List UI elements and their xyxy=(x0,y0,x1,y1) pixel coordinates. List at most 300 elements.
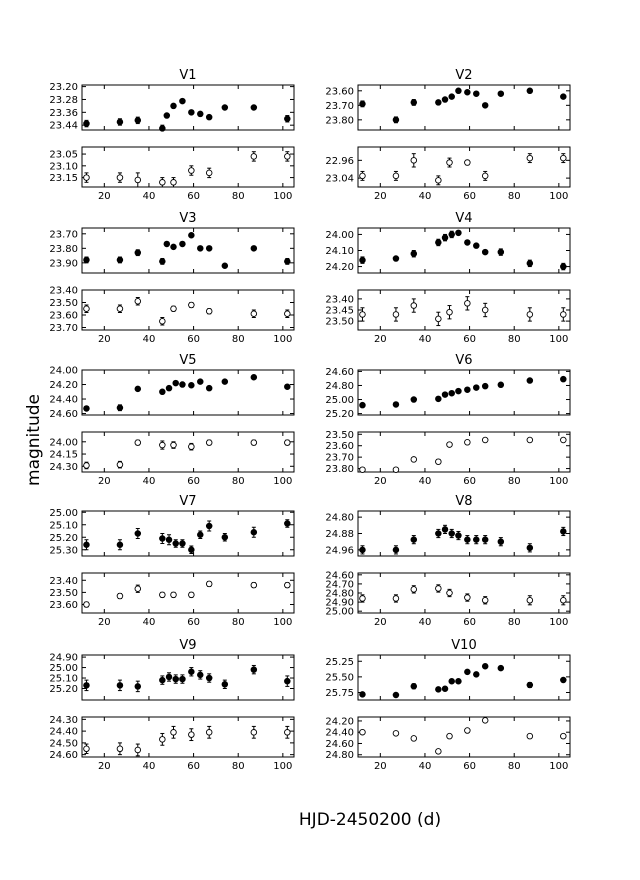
v10-upper-point xyxy=(360,692,366,698)
v6-upper-point xyxy=(442,392,448,398)
v3-lower-point xyxy=(206,308,212,314)
v8-lower-point xyxy=(447,590,453,596)
v7-upper-ytick-label: 25.30 xyxy=(49,545,78,557)
v5-lower-xtick-label: 80 xyxy=(231,476,245,487)
v4-upper-point xyxy=(473,243,479,249)
v9-upper-point xyxy=(84,683,90,689)
v2-lower-point xyxy=(393,173,399,179)
v1-lower-ytick-label: 23.05 xyxy=(49,149,78,161)
v8-upper-point xyxy=(482,537,488,543)
panel-title-v9: V9 xyxy=(179,638,197,653)
v6-upper-ytick-label: 24.60 xyxy=(325,366,354,378)
v6-upper-point xyxy=(465,387,471,393)
v10-lower-xtick-label: 100 xyxy=(549,761,569,772)
v2-upper-point xyxy=(456,88,462,94)
v10-upper-point xyxy=(473,672,479,678)
v9-lower-xtick-label: 60 xyxy=(187,761,200,772)
v7-upper-point xyxy=(197,532,203,538)
v5-upper-ytick-label: 24.40 xyxy=(49,394,78,406)
v6-upper-point xyxy=(456,388,462,394)
v8-lower-ytick-label: 24.70 xyxy=(325,579,354,591)
v3-lower-point xyxy=(135,298,141,304)
v5-lower-point xyxy=(285,440,291,446)
v10-lower-point xyxy=(465,728,471,734)
v6-lower-point xyxy=(465,439,471,445)
v9-upper-point xyxy=(251,667,257,673)
v7-upper-point xyxy=(160,536,166,542)
v7-lower-xtick-label: 60 xyxy=(187,617,200,628)
v3-lower-point xyxy=(117,306,123,312)
v3-upper-point xyxy=(285,259,291,265)
v3-upper-point xyxy=(160,259,166,265)
v9-upper-point xyxy=(173,676,179,682)
v9-lower-xtick-label: 20 xyxy=(97,761,111,772)
v6-lower-frame xyxy=(358,432,570,472)
v10-lower-ytick-label: 24.80 xyxy=(325,750,354,762)
v3-lower-point xyxy=(285,311,291,317)
v3-upper-ytick-label: 23.90 xyxy=(49,258,78,270)
v1-upper-point xyxy=(84,121,90,127)
panel-title-v5: V5 xyxy=(179,353,197,368)
v7-upper-point xyxy=(222,534,228,540)
v7-upper-point xyxy=(206,523,212,529)
v8-upper-point xyxy=(449,531,455,537)
v10-lower-point xyxy=(561,733,567,739)
v9-lower-point xyxy=(251,729,257,735)
v2-lower-xtick-label: 80 xyxy=(507,191,521,202)
v3-upper-point xyxy=(197,246,203,252)
v8-upper-point xyxy=(393,547,399,553)
v1-lower-point xyxy=(135,177,141,183)
v3-upper-point xyxy=(164,241,170,247)
v2-lower-point xyxy=(561,155,567,161)
v4-upper-point xyxy=(393,256,399,262)
v6-upper-point xyxy=(527,378,533,384)
v3-upper-point xyxy=(135,250,141,256)
v3-upper-frame xyxy=(82,228,294,273)
v10-lower-xtick-label: 20 xyxy=(373,761,387,772)
v2-lower-point xyxy=(465,160,471,166)
v9-lower-frame xyxy=(82,717,294,757)
v3-upper-point xyxy=(84,257,90,263)
v5-upper-point xyxy=(189,382,195,388)
v7-upper-point xyxy=(180,541,186,547)
v10-lower-ytick-label: 24.20 xyxy=(325,716,354,728)
v5-lower-point xyxy=(117,462,123,468)
v10-upper-point xyxy=(482,663,488,669)
v1-upper-point xyxy=(135,118,141,124)
v3-upper-point xyxy=(251,246,257,252)
v7-lower-point xyxy=(160,592,166,598)
v4-lower-frame xyxy=(358,290,570,330)
v4-upper-ytick-label: 24.10 xyxy=(325,246,354,257)
v7-lower-point xyxy=(135,586,141,592)
v3-lower-ytick-label: 23.50 xyxy=(49,298,78,309)
v10-upper-ytick-label: 25.25 xyxy=(325,656,354,668)
v8-upper-point xyxy=(436,531,442,537)
v5-lower-ytick-label: 24.00 xyxy=(49,437,78,449)
v5-upper-point xyxy=(173,380,179,386)
v5-lower-point xyxy=(206,440,212,446)
v3-lower-xtick-label: 60 xyxy=(187,334,200,345)
v6-upper-point xyxy=(449,390,455,396)
v9-upper-ytick-label: 24.90 xyxy=(49,652,78,664)
v7-lower-ytick-label: 23.60 xyxy=(49,600,78,612)
v5-lower-point xyxy=(160,442,166,448)
v10-upper-ytick-label: 25.50 xyxy=(325,672,354,684)
v1-upper-point xyxy=(251,105,257,111)
v9-upper-point xyxy=(222,682,228,688)
v5-upper-frame xyxy=(82,370,294,415)
v6-upper-point xyxy=(482,383,488,389)
v9-lower-point xyxy=(117,746,123,752)
v5-lower-point xyxy=(189,444,195,450)
v2-lower-xtick-label: 100 xyxy=(549,191,569,202)
v2-upper-point xyxy=(393,117,399,123)
v10-lower-frame xyxy=(358,717,570,757)
v3-lower-point xyxy=(189,302,195,308)
v3-lower-xtick-label: 40 xyxy=(142,334,156,345)
v9-lower-xtick-label: 40 xyxy=(142,761,156,772)
v4-upper-ytick-label: 24.00 xyxy=(325,229,354,241)
v9-lower-point xyxy=(171,729,177,735)
v8-lower-point xyxy=(411,587,417,593)
v8-lower-xtick-label: 80 xyxy=(507,617,521,628)
v9-upper-ytick-label: 25.10 xyxy=(49,673,78,685)
v4-lower-xtick-label: 20 xyxy=(373,334,387,345)
v8-lower-xtick-label: 100 xyxy=(549,617,569,628)
panel-title-v8: V8 xyxy=(455,494,473,509)
v4-upper-point xyxy=(436,240,442,246)
v6-upper-ytick-label: 25.20 xyxy=(325,409,354,421)
v2-upper-ytick-label: 23.70 xyxy=(325,100,354,112)
v5-lower-ytick-label: 24.15 xyxy=(49,449,78,461)
v6-lower-xtick-label: 100 xyxy=(549,476,569,487)
v10-lower-point xyxy=(527,733,533,739)
v8-upper-point xyxy=(527,545,533,551)
v4-lower-xtick-label: 100 xyxy=(549,334,569,345)
x-axis-label: HJD-2450200 (d) xyxy=(298,810,442,830)
v4-lower-point xyxy=(465,301,471,307)
v7-upper-point xyxy=(173,541,179,547)
v3-lower-ytick-label: 23.60 xyxy=(49,310,78,322)
v4-lower-xtick-label: 80 xyxy=(507,334,521,345)
v1-upper-ytick-label: 23.20 xyxy=(49,82,78,94)
panel-title-v3: V3 xyxy=(179,211,197,226)
v4-lower-point xyxy=(436,316,442,322)
v7-lower-point xyxy=(206,581,212,587)
v5-lower-xtick-label: 40 xyxy=(142,476,156,487)
panel-title-v7: V7 xyxy=(179,494,197,509)
v2-lower-point xyxy=(482,173,488,179)
v5-lower-point xyxy=(251,440,257,446)
v5-upper-ytick-label: 24.60 xyxy=(49,409,78,421)
v8-lower-point xyxy=(527,597,533,603)
v2-upper-point xyxy=(482,103,488,109)
v10-lower-ytick-label: 24.60 xyxy=(325,738,354,750)
v9-upper-point xyxy=(135,684,141,690)
v2-upper-point xyxy=(436,100,442,106)
v10-upper-point xyxy=(393,692,399,698)
v4-lower-point xyxy=(393,312,399,318)
v7-lower-point xyxy=(171,592,177,598)
v9-lower-ytick-label: 24.30 xyxy=(49,714,78,726)
v2-upper-point xyxy=(411,100,417,106)
v1-upper-ytick-label: 23.36 xyxy=(49,107,78,119)
v4-upper-point xyxy=(498,249,504,255)
v9-lower-point xyxy=(206,729,212,735)
v2-upper-point xyxy=(442,97,448,103)
v2-upper-ytick-label: 23.60 xyxy=(325,86,354,98)
v1-lower-xtick-label: 40 xyxy=(142,191,156,202)
v1-upper-point xyxy=(206,114,212,120)
v1-lower-point xyxy=(251,154,257,160)
v10-upper-point xyxy=(449,678,455,684)
v2-lower-ytick-label: 22.96 xyxy=(325,155,354,167)
v9-lower-ytick-label: 24.40 xyxy=(49,726,78,738)
v5-upper-point xyxy=(251,374,257,380)
v4-lower-ytick-label: 23.45 xyxy=(325,305,354,317)
v8-lower-xtick-label: 20 xyxy=(373,617,387,628)
v8-upper-point xyxy=(465,537,471,543)
v8-upper-frame xyxy=(358,511,570,556)
v6-upper-ytick-label: 24.80 xyxy=(325,380,354,392)
v10-upper-point xyxy=(527,682,533,688)
v6-lower-point xyxy=(527,437,533,443)
v1-upper-point xyxy=(164,113,170,119)
v9-upper-point xyxy=(206,675,212,681)
v5-upper-point xyxy=(197,379,203,385)
v7-lower-frame xyxy=(82,573,294,613)
v7-lower-point xyxy=(117,593,123,599)
v1-lower-point xyxy=(206,170,212,176)
v7-upper-point xyxy=(166,537,172,543)
v3-upper-ytick-label: 23.80 xyxy=(49,243,78,255)
v4-upper-point xyxy=(360,257,366,263)
v4-upper-point xyxy=(442,235,448,241)
v9-upper-point xyxy=(160,677,166,683)
v10-upper-point xyxy=(442,686,448,692)
v1-upper-point xyxy=(171,103,177,109)
v9-upper-point xyxy=(180,676,186,682)
v9-lower-ytick-label: 24.60 xyxy=(49,750,78,762)
v6-lower-ytick-label: 23.60 xyxy=(325,441,354,453)
v6-upper-point xyxy=(473,385,479,391)
v2-upper-point xyxy=(360,101,366,107)
v7-upper-point xyxy=(285,521,291,527)
v1-lower-point xyxy=(285,154,291,160)
v8-lower-xtick-label: 60 xyxy=(463,617,476,628)
v6-lower-ytick-label: 23.50 xyxy=(325,429,354,441)
v5-upper-ytick-label: 24.00 xyxy=(49,365,78,377)
v5-upper-ytick-label: 24.20 xyxy=(49,380,78,392)
v2-upper-ytick-label: 23.80 xyxy=(325,115,354,127)
v7-upper-point xyxy=(84,542,90,548)
v4-lower-point xyxy=(527,312,533,318)
v1-upper-point xyxy=(180,98,186,104)
v8-lower-point xyxy=(436,586,442,592)
v8-lower-point xyxy=(482,597,488,603)
v1-lower-point xyxy=(117,175,123,181)
v1-upper-frame xyxy=(82,85,294,130)
v9-upper-point xyxy=(285,678,291,684)
v2-lower-point xyxy=(411,158,417,164)
v4-lower-point xyxy=(360,312,366,318)
panel-title-v2: V2 xyxy=(455,68,473,83)
v2-upper-point xyxy=(473,91,479,97)
v7-upper-ytick-label: 25.00 xyxy=(49,507,78,519)
v5-lower-ytick-label: 24.30 xyxy=(49,461,78,473)
v8-lower-point xyxy=(360,596,366,602)
v6-upper-point xyxy=(393,402,399,408)
v1-lower-ytick-label: 23.10 xyxy=(49,161,78,173)
v6-lower-point xyxy=(482,437,488,443)
v7-lower-point xyxy=(189,592,195,598)
v2-lower-ytick-label: 23.04 xyxy=(325,173,354,185)
v4-upper-frame xyxy=(358,228,570,273)
v7-upper-ytick-label: 25.10 xyxy=(49,520,78,532)
v5-upper-point xyxy=(180,382,186,388)
v3-upper-point xyxy=(206,246,212,252)
v1-upper-ytick-label: 23.44 xyxy=(49,120,78,132)
v3-lower-ytick-label: 23.70 xyxy=(49,323,78,334)
v1-lower-point xyxy=(189,168,195,174)
v8-lower-ytick-label: 24.60 xyxy=(325,570,354,582)
v4-lower-point xyxy=(411,303,417,309)
v7-lower-xtick-label: 100 xyxy=(273,617,293,628)
v6-lower-point xyxy=(393,467,399,473)
v7-lower-xtick-label: 80 xyxy=(231,617,245,628)
v8-lower-point xyxy=(561,597,567,603)
v5-upper-point xyxy=(166,385,172,391)
v10-lower-point xyxy=(482,718,488,724)
v9-lower-ytick-label: 24.50 xyxy=(49,738,78,750)
v9-lower-point xyxy=(189,732,195,738)
v5-upper-point xyxy=(84,406,90,412)
v1-upper-ytick-label: 23.28 xyxy=(49,94,78,106)
v4-lower-point xyxy=(447,309,453,315)
v9-upper-point xyxy=(166,674,172,680)
v4-lower-point xyxy=(482,307,488,313)
v1-lower-point xyxy=(171,179,177,185)
v7-upper-point xyxy=(189,547,195,553)
v6-upper-ytick-label: 25.00 xyxy=(325,395,354,407)
v1-upper-point xyxy=(189,110,195,116)
v10-lower-point xyxy=(360,729,366,735)
v6-lower-point xyxy=(360,467,366,473)
v8-upper-point xyxy=(473,537,479,543)
v6-lower-point xyxy=(561,437,567,443)
v8-lower-ytick-label: 24.90 xyxy=(325,597,354,609)
v3-lower-xtick-label: 80 xyxy=(231,334,245,345)
v9-lower-xtick-label: 80 xyxy=(231,761,245,772)
v5-lower-xtick-label: 100 xyxy=(273,476,293,487)
v2-upper-point xyxy=(465,89,471,95)
v8-upper-ytick-label: 24.96 xyxy=(325,545,354,557)
v2-upper-point xyxy=(527,88,533,94)
v4-upper-point xyxy=(561,264,567,270)
v1-lower-xtick-label: 60 xyxy=(187,191,200,202)
v4-upper-ytick-label: 24.20 xyxy=(325,262,354,274)
v6-lower-point xyxy=(436,459,442,465)
v6-upper-point xyxy=(561,376,567,382)
v3-lower-xtick-label: 100 xyxy=(273,334,293,345)
v5-lower-point xyxy=(171,442,177,448)
v10-lower-point xyxy=(436,749,442,755)
v10-lower-xtick-label: 60 xyxy=(463,761,476,772)
v9-lower-point xyxy=(84,746,90,752)
y-axis-label: magnitude xyxy=(24,394,44,486)
v6-lower-ytick-label: 23.70 xyxy=(325,452,354,464)
v10-upper-point xyxy=(498,665,504,671)
v4-upper-point xyxy=(456,230,462,236)
v1-upper-point xyxy=(160,126,166,132)
v3-lower-point xyxy=(160,318,166,324)
v5-lower-frame xyxy=(82,432,294,472)
v8-lower-ytick-label: 25.00 xyxy=(325,606,354,618)
v10-lower-xtick-label: 40 xyxy=(418,761,432,772)
v6-upper-point xyxy=(411,397,417,403)
v2-upper-point xyxy=(561,94,567,100)
v9-lower-xtick-label: 100 xyxy=(273,761,293,772)
v5-lower-point xyxy=(135,440,141,446)
v5-lower-xtick-label: 60 xyxy=(187,476,200,487)
v6-lower-ytick-label: 23.80 xyxy=(325,464,354,476)
v10-upper-point xyxy=(456,678,462,684)
v7-lower-point xyxy=(251,582,257,588)
v1-lower-xtick-label: 20 xyxy=(97,191,111,202)
v6-upper-point xyxy=(498,382,504,388)
v3-lower-xtick-label: 20 xyxy=(97,334,111,345)
v1-lower-xtick-label: 100 xyxy=(273,191,293,202)
v10-lower-ytick-label: 24.40 xyxy=(325,727,354,739)
v6-lower-xtick-label: 60 xyxy=(463,476,476,487)
v5-upper-point xyxy=(285,384,291,390)
v8-lower-xtick-label: 40 xyxy=(418,617,432,628)
v8-lower-point xyxy=(393,596,399,602)
v1-upper-point xyxy=(197,111,203,117)
v7-upper-ytick-label: 25.20 xyxy=(49,532,78,544)
v6-lower-xtick-label: 40 xyxy=(418,476,432,487)
v7-lower-xtick-label: 20 xyxy=(97,617,111,628)
v1-lower-ytick-label: 23.15 xyxy=(49,173,78,185)
v8-upper-point xyxy=(456,533,462,539)
panel-title-v1: V1 xyxy=(179,68,197,83)
v7-upper-frame xyxy=(82,511,294,556)
v3-lower-frame xyxy=(82,290,294,330)
v7-upper-point xyxy=(135,531,141,537)
v5-upper-point xyxy=(222,379,228,385)
v6-lower-point xyxy=(411,457,417,463)
v1-upper-point xyxy=(285,116,291,122)
v2-upper-point xyxy=(449,94,455,100)
v1-upper-point xyxy=(117,119,123,125)
v9-upper-point xyxy=(117,683,123,689)
v1-lower-frame xyxy=(82,147,294,187)
v2-lower-xtick-label: 20 xyxy=(373,191,387,202)
v3-upper-ytick-label: 23.70 xyxy=(49,229,78,241)
v9-lower-point xyxy=(135,747,141,753)
v3-upper-point xyxy=(117,257,123,263)
v8-upper-point xyxy=(360,547,366,553)
v6-upper-point xyxy=(360,402,366,408)
v7-lower-ytick-label: 23.50 xyxy=(49,587,78,599)
v10-lower-point xyxy=(393,731,399,737)
v4-upper-point xyxy=(411,251,417,257)
v10-upper-point xyxy=(411,683,417,689)
v10-upper-point xyxy=(465,669,471,675)
v1-upper-point xyxy=(222,105,228,111)
